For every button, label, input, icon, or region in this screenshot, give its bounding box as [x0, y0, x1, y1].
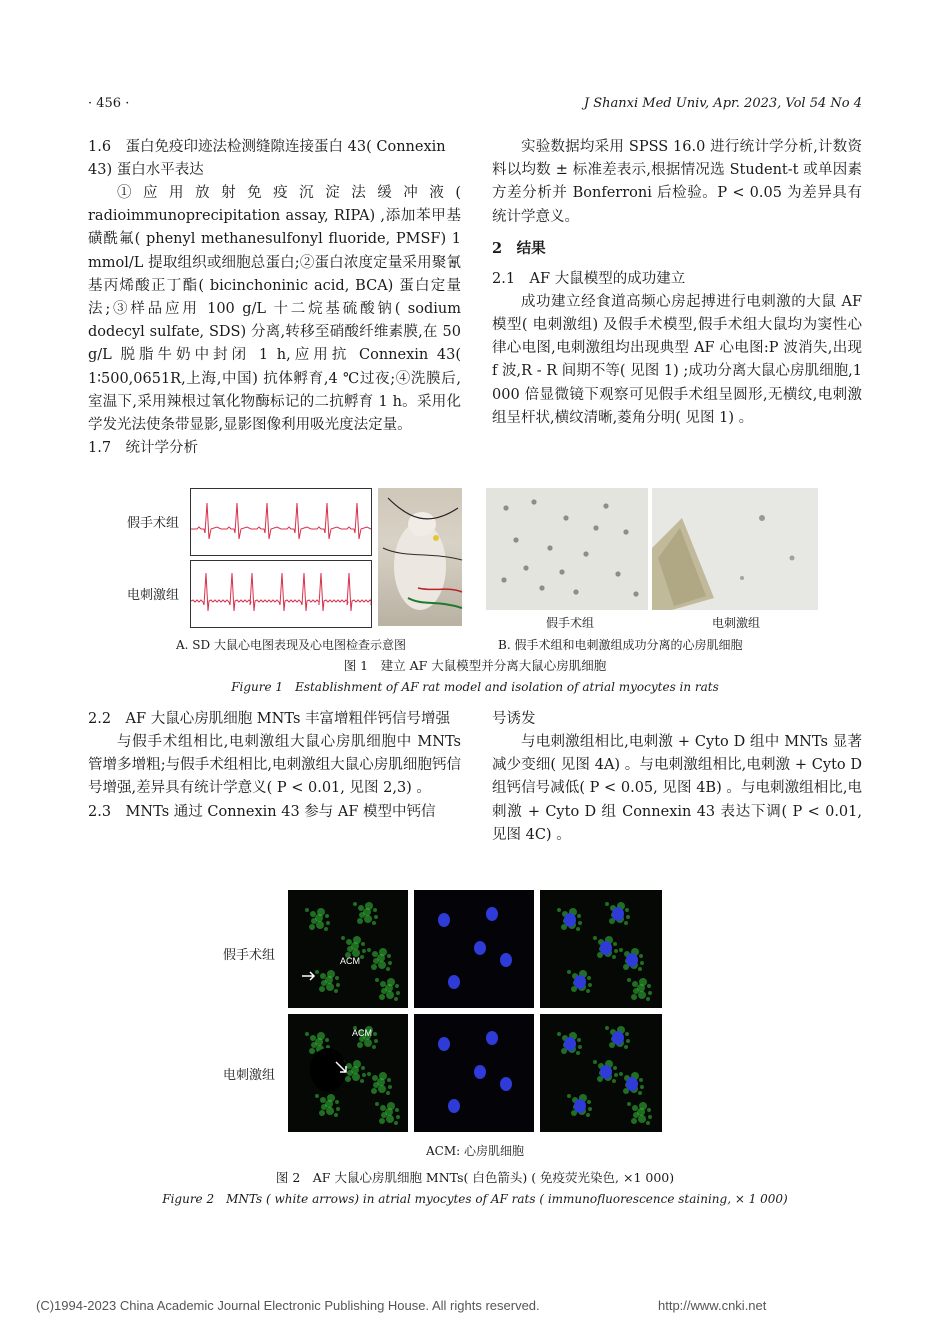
blue-channel-sham — [414, 890, 534, 1008]
green-signal — [353, 902, 357, 906]
green-signal — [638, 991, 646, 999]
green-channel-sham — [288, 890, 408, 1008]
fluor-merge-stim — [540, 1014, 662, 1132]
myocyte-cell — [503, 505, 508, 510]
green-signal — [365, 902, 373, 910]
green-signal — [346, 1063, 352, 1069]
myocyte-cell — [583, 551, 588, 556]
green-signal — [360, 1079, 364, 1083]
myocyte-cell — [523, 565, 528, 570]
green-signal — [364, 1039, 372, 1047]
green-signal — [387, 954, 391, 958]
white-arrow-icon — [302, 972, 314, 980]
green-signal — [378, 1085, 386, 1093]
myocyte-cell — [603, 503, 608, 508]
green-signal — [624, 921, 628, 925]
green-signal — [381, 1112, 387, 1118]
section-2-3-body: 与电刺激组相比,电刺激 + Cyto D 组中 MNTs 显著减少变细( 见图 4A) 。与电刺激组相比,电刺激 + Cyto D 组钙信号减低( P < 0.05, 见图 4B) 。与电刺激组相比,电刺激 + Cyto D 组 Connexin 43 表达下调( P < 0.01, 见图 4C) 。 — [492, 734, 862, 843]
green-signal — [576, 927, 580, 931]
myocyte-cell — [573, 589, 578, 594]
nucleus — [486, 1031, 498, 1045]
green-signal — [311, 1042, 317, 1048]
green-channel-stim — [288, 1014, 408, 1132]
green-signal — [309, 924, 315, 930]
green-signal — [352, 1073, 360, 1081]
green-signal — [625, 908, 629, 912]
green-signal — [320, 1097, 326, 1103]
green-signal — [357, 918, 363, 924]
green-signal — [388, 961, 392, 965]
fluor-green-sham — [288, 890, 408, 1008]
green-signal — [325, 914, 329, 918]
green-signal — [334, 1113, 338, 1117]
myocyte-cell — [547, 545, 552, 550]
green-signal — [567, 1094, 571, 1098]
section-2-1-heading: 2.1 AF 大鼠模型的成功建立 — [492, 270, 686, 287]
green-signal — [319, 986, 325, 992]
green-signal — [305, 908, 309, 912]
green-signal — [341, 936, 345, 940]
green-signal — [334, 989, 338, 993]
green-signal — [316, 921, 324, 929]
green-signal — [371, 1088, 377, 1094]
green-signal — [379, 1072, 387, 1080]
green-signal — [360, 955, 364, 959]
merge-channel-stim — [540, 1014, 662, 1132]
page-number: · 456 · — [88, 96, 130, 111]
green-signal — [336, 983, 340, 987]
green-signal — [372, 921, 376, 925]
green-signal — [380, 981, 386, 987]
micrograph-stim — [652, 488, 818, 610]
green-signal — [317, 1032, 325, 1040]
green-signal — [648, 991, 652, 995]
myocyte-cell — [513, 537, 518, 542]
green-signal — [310, 1035, 316, 1041]
green-signal — [567, 970, 571, 974]
green-signal — [638, 1091, 642, 1095]
green-signal — [310, 911, 316, 917]
green-signal — [578, 921, 582, 925]
fluor-blue-sham — [414, 890, 534, 1008]
right-column — [492, 136, 862, 430]
myocytes-round-sham — [486, 488, 648, 610]
section-1-6-heading: 1.6 蛋白免疫印迹法检测缝隙连接蛋白 43( Connexin 43) 蛋白水平表达 — [88, 139, 446, 178]
micrograph-sham — [486, 488, 648, 610]
green-signal — [367, 948, 371, 952]
green-signal — [588, 983, 592, 987]
green-signal — [387, 978, 395, 986]
green-signal — [362, 1073, 366, 1077]
section-1-7-heading: 1.7 统计学分析 — [88, 440, 199, 457]
fig1-panel-b-caption: B. 假手术组和电刺激组成功分离的心房肌细胞 — [498, 638, 743, 652]
green-signal — [371, 964, 377, 970]
green-signal — [361, 942, 365, 946]
green-signal — [353, 1060, 361, 1068]
ecg-trace-sham — [191, 489, 371, 555]
myocyte-cell — [563, 515, 568, 520]
green-signal — [372, 951, 378, 957]
green-signal — [593, 936, 597, 940]
ecg-panel-stim — [190, 560, 372, 628]
green-signal — [578, 1045, 582, 1049]
nucleus — [612, 1031, 624, 1045]
green-signal — [379, 1118, 385, 1124]
green-signal — [327, 1094, 335, 1102]
nucleus — [448, 1099, 460, 1113]
green-signal — [639, 954, 643, 958]
green-signal — [380, 1105, 386, 1111]
green-signal — [614, 1073, 618, 1077]
fluor-green-stim — [288, 1014, 408, 1132]
green-signal — [311, 918, 317, 924]
myocyte-cell — [593, 525, 598, 530]
green-signal — [367, 1072, 371, 1076]
green-signal — [619, 1072, 623, 1076]
merge-channel-sham — [540, 890, 662, 1008]
green-signal — [373, 958, 379, 964]
green-signal — [394, 1121, 398, 1125]
green-signal — [336, 1107, 340, 1111]
section-2-3-heading-cont: 号诱发 — [492, 711, 536, 727]
rat-photo-illustration — [378, 488, 462, 626]
green-signal — [309, 1048, 315, 1054]
green-signal — [305, 1032, 309, 1036]
fig2-acm-label-1: ACM — [340, 956, 360, 966]
green-signal — [613, 1066, 617, 1070]
green-signal — [346, 939, 352, 945]
fig2-row-stim: 电刺激组 — [223, 1068, 276, 1083]
green-signal — [557, 1032, 561, 1036]
green-signal — [386, 1091, 390, 1095]
green-signal — [396, 991, 400, 995]
green-signal — [638, 967, 642, 971]
green-signal — [627, 1102, 631, 1106]
green-signal — [647, 984, 651, 988]
green-signal — [374, 1039, 378, 1043]
fig1-caption-cn: 图 1 建立 AF 大鼠模型并分离大鼠心房肌细胞 — [343, 658, 607, 673]
green-signal — [646, 1121, 650, 1125]
green-signal — [335, 1100, 339, 1104]
myocyte-cell — [623, 529, 628, 534]
rat-photo — [378, 488, 462, 626]
green-signal — [321, 980, 327, 986]
myocyte-cell — [615, 571, 620, 576]
green-signal — [640, 961, 644, 965]
green-signal — [605, 1026, 609, 1030]
green-signal — [577, 914, 581, 918]
fig2-acm-label-2: ACM — [352, 1028, 372, 1038]
green-signal — [647, 1108, 651, 1112]
green-signal — [347, 946, 353, 952]
green-signal — [614, 949, 618, 953]
green-signal — [637, 984, 645, 992]
fig2-caption-cn: 图 2 AF 大鼠心房肌细胞 MNTs( 白色箭头) ( 免疫荧光染色, ×1 000) — [275, 1170, 675, 1185]
green-signal — [639, 1078, 643, 1082]
fig1b-label-stim: 电刺激组 — [712, 616, 761, 630]
green-signal — [626, 915, 630, 919]
green-signal — [631, 1118, 637, 1124]
green-signal — [373, 1032, 377, 1036]
green-signal — [637, 1108, 645, 1116]
green-signal — [619, 948, 623, 952]
green-signal — [386, 1115, 394, 1123]
nucleus — [626, 953, 638, 967]
fig1-label-stim: 电刺激组 — [127, 588, 180, 603]
myocyte-cell — [539, 585, 544, 590]
green-signal — [315, 1094, 319, 1098]
green-signal — [638, 1115, 646, 1123]
green-signal — [576, 1051, 580, 1055]
green-signal — [624, 1045, 628, 1049]
green-signal — [557, 908, 561, 912]
green-signal — [326, 1107, 334, 1115]
left-column-lower — [88, 708, 461, 824]
green-signal — [587, 1100, 591, 1104]
green-signal — [586, 989, 590, 993]
green-signal — [627, 978, 631, 982]
nucleus — [564, 913, 576, 927]
green-signal — [587, 976, 591, 980]
nucleus — [474, 1065, 486, 1079]
nucleus — [574, 1099, 586, 1113]
myocyte-cell — [531, 499, 536, 504]
green-signal — [640, 1085, 644, 1089]
myocyte-cell — [559, 569, 564, 574]
green-signal — [588, 1107, 592, 1111]
nucleus — [474, 941, 486, 955]
nucleus — [500, 953, 512, 967]
green-signal — [646, 997, 650, 1001]
green-signal — [317, 908, 325, 916]
fig2-legend: ACM: 心房肌细胞 — [426, 1144, 524, 1158]
green-signal — [373, 908, 377, 912]
green-signal — [577, 1038, 581, 1042]
green-signal — [593, 1060, 597, 1064]
journal-header: J Shanxi Med Univ, Apr. 2023, Vol 54 No 4 — [583, 96, 862, 111]
nucleus — [600, 941, 612, 955]
nucleus — [612, 907, 624, 921]
green-signal — [612, 1079, 616, 1083]
green-signal — [353, 936, 361, 944]
fig1-label-sham: 假手术组 — [127, 516, 180, 531]
green-signal — [379, 948, 387, 956]
green-signal — [372, 1075, 378, 1081]
ecg-trace-stim — [191, 561, 371, 627]
results-heading: 2 结果 — [492, 239, 546, 257]
section-2-2-body: 与假手术组相比,电刺激组大鼠心房肌细胞中 MNTs 管增多增粗;与假手术组相比,电刺激组大鼠心房肌细胞钙信号增强,差异具有统计学意义( P < 0.01, 见图 2,3) 。 — [88, 734, 461, 797]
section-2-3-heading: 2.3 MNTs 通过 Connexin 43 参与 AF 模型中钙信 — [88, 803, 436, 820]
green-signal — [605, 902, 609, 906]
green-signal — [375, 978, 379, 982]
green-signal — [364, 915, 372, 923]
footer-copyright: (C)1994-2023 China Academic Journal Electronic Publishing House. All rights reserved. — [36, 1298, 540, 1313]
nucleus — [438, 1037, 450, 1051]
ecg-panel-sham — [190, 488, 372, 556]
green-signal — [361, 1066, 365, 1070]
green-signal — [631, 994, 637, 1000]
green-signal — [394, 997, 398, 1001]
footer-url[interactable]: http://www.cnki.net — [658, 1298, 767, 1313]
green-signal — [375, 1102, 379, 1106]
blue-channel-stim — [414, 1014, 534, 1132]
green-signal — [372, 1045, 376, 1049]
green-signal — [586, 1113, 590, 1117]
green-signal — [626, 1039, 630, 1043]
green-signal — [386, 967, 390, 971]
nucleus — [438, 913, 450, 927]
stats-body: 实验数据均采用 SPSS 16.0 进行统计学分析,计数资料以均数 ± 标准差表示,根据情况选 Student-t 或单因素方差分析并 Bonferroni 后检验。P < 0.05 为差异具有统计学意义。 — [492, 139, 862, 225]
section-2-2-heading: 2.2 AF 大鼠心房肌细胞 MNTs 丰富增粗伴钙信号增强 — [88, 711, 451, 727]
left-column — [88, 136, 461, 460]
green-signal — [396, 1115, 400, 1119]
green-signal — [362, 949, 366, 953]
green-signal — [395, 984, 399, 988]
myocyte-cell — [501, 577, 506, 582]
nucleus — [448, 975, 460, 989]
green-signal — [381, 988, 387, 994]
green-signal — [327, 970, 335, 978]
green-signal — [359, 912, 365, 918]
green-signal — [326, 921, 330, 925]
nucleus — [574, 975, 586, 989]
nucleus — [486, 907, 498, 921]
green-signal — [632, 981, 638, 987]
green-signal — [612, 955, 616, 959]
green-signal — [326, 983, 334, 991]
green-signal — [387, 1102, 395, 1110]
section-2-1-body: 成功建立经食道高频心房起搏进行电刺激的大鼠 AF 模型( 电刺激组) 及假手术模型,假手术组大鼠均为窦性心律心电图,电刺激组均出现典型 AF 心电图:P 波消失,出现 f 波,R - R 间期不等( 见图 1) ;成功分离大鼠心房肌细胞,1 000 倍显微镜下观察可见假手术组呈圆形,无横纹,电刺激组呈杆状,横纹清晰,菱角分明( 见图 1) 。 — [492, 293, 862, 426]
fluor-blue-stim — [414, 1014, 534, 1132]
fig2-row-sham: 假手术组 — [223, 948, 276, 963]
green-signal — [648, 1115, 652, 1119]
green-signal — [374, 915, 378, 919]
green-signal — [625, 1032, 629, 1036]
green-signal — [315, 970, 319, 974]
green-signal — [388, 1085, 392, 1089]
fluor-merge-sham — [540, 890, 662, 1008]
green-signal — [320, 973, 326, 979]
green-signal — [632, 1105, 638, 1111]
green-signal — [358, 905, 364, 911]
nucleus — [626, 1077, 638, 1091]
nucleus — [564, 1037, 576, 1051]
green-signal — [395, 1108, 399, 1112]
nucleus — [500, 1077, 512, 1091]
green-signal — [387, 1078, 391, 1082]
green-signal — [324, 927, 328, 931]
green-signal — [378, 961, 386, 969]
myocyte-rod-stim — [652, 488, 818, 610]
green-signal — [357, 1042, 363, 1048]
fig1-panel-a-caption: A. SD 大鼠心电图表现及心电图检查示意图 — [176, 638, 406, 652]
green-signal — [613, 942, 617, 946]
green-signal — [345, 1076, 351, 1082]
figure-2 — [0, 886, 950, 1216]
nucleus — [600, 1065, 612, 1079]
figure-1 — [0, 480, 950, 700]
green-signal — [325, 1038, 329, 1042]
myocyte-cell — [633, 591, 638, 596]
fig1b-label-sham: 假手术组 — [546, 616, 595, 630]
green-signal — [335, 976, 339, 980]
fig1-caption-en: Figure 1 Establishment of AF rat model and isolation of atrial myocytes in rats — [231, 680, 719, 694]
section-1-6-body: ①应用放射免疫沉淀法缓冲液( radioimmunoprecipitation assay, RIPA) ,添加苯甲基磺酰氟( phenyl methanesulfonyl fluoride, PMSF) 1 mmol/L 提取组织或细胞总蛋白;②蛋白浓度定量采用聚氰基丙烯酸正丁酯( bicinchoninic acid, BCA) 蛋白定量法;③样品应用 100 g/L 十二烷基硫酸钠( sodium dodecyl sulfate, SDS) 分离,转移至硝酸纤维素膜,在 50 g/L 脱脂牛奶中封闭 1 h,应用抗 Connexin 43( 1∶500,0651R,上海,中国) 抗体孵育,4 ℃过夜;④洗膜后,室温下,采用辣根过氧化物酶标记的二抗孵育 1 h。采用化学发光法使条带显影,显影图像利用吸光度法定量。 — [88, 185, 461, 434]
green-signal — [347, 1070, 353, 1076]
green-signal — [321, 1104, 327, 1110]
green-signal — [379, 994, 385, 1000]
green-signal — [373, 1082, 379, 1088]
fig2-caption-en: Figure 2 MNTs ( white arrows) in atrial myocytes of AF rats ( immunofluorescence staining, × 1 000) — [162, 1192, 788, 1206]
green-signal — [319, 1110, 325, 1116]
right-column-lower — [492, 708, 862, 847]
green-signal — [386, 991, 394, 999]
